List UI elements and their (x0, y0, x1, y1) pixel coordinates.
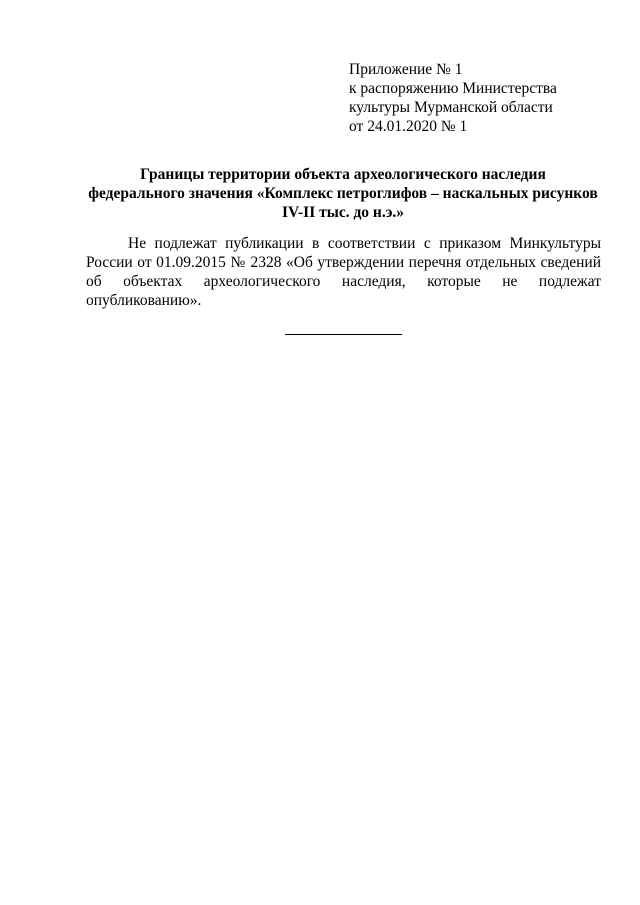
end-divider (285, 334, 402, 335)
body-paragraph: Не подлежат публикации в соответствии с приказом Минкультуры России от 01.09.2015 № 2328 «Об утверждении перечня отдельных сведений об объектах археологического наследия, которые не подлежат опубликованию». (86, 235, 601, 309)
appendix-block (349, 60, 599, 136)
appendix-number: Приложение № 1 (349, 61, 463, 78)
appendix-date: от 24.01.2020 № 1 (349, 118, 468, 135)
title-line-2: федерального значения «Комплекс петроглифов – наскальных рисунков (88, 185, 598, 202)
title-line-1: Границы территории объекта археологического наследия (140, 166, 546, 183)
document-title (84, 165, 602, 222)
title-line-3: IV-II тыс. до н.э.» (281, 204, 405, 221)
appendix-ministry: культуры Мурманской области (349, 99, 553, 116)
appendix-order-ref: к распоряжению Министерства (349, 80, 557, 97)
